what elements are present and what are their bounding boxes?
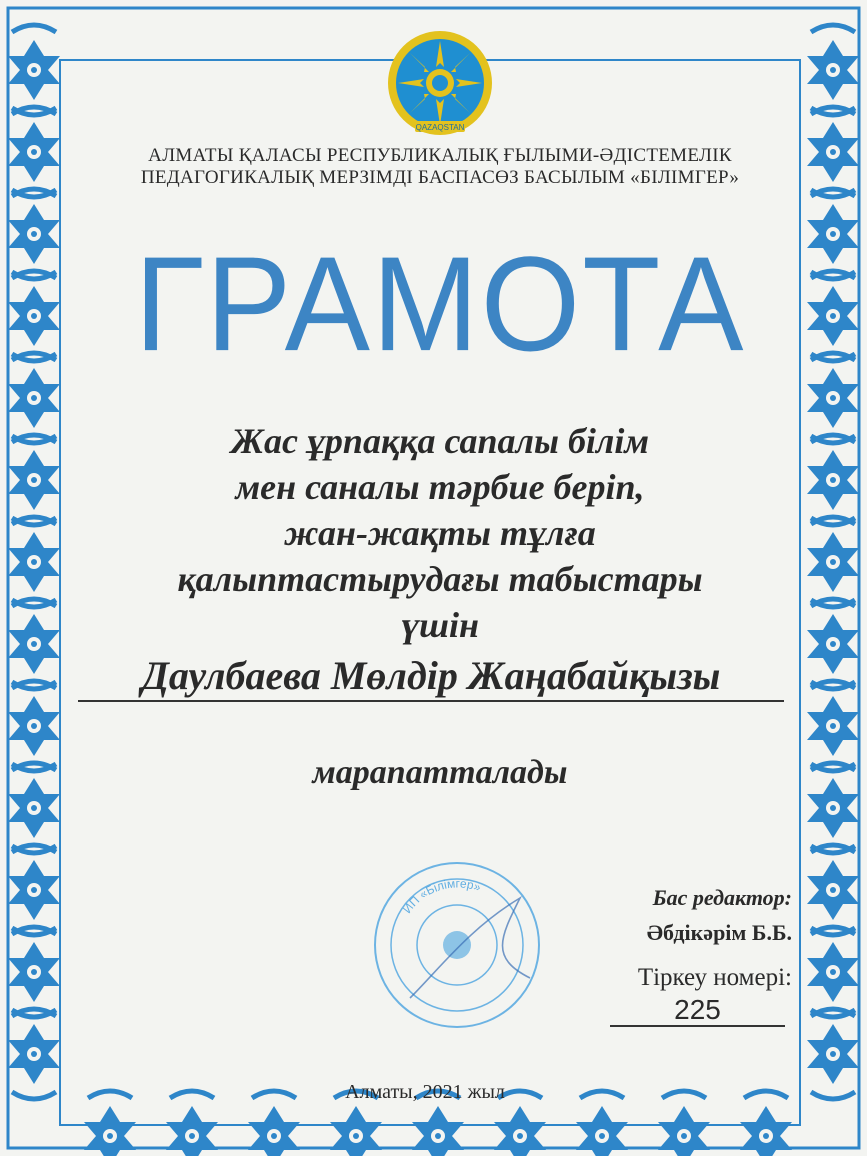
editor-name: Әбдікәрім Б.Б. (646, 920, 792, 945)
border-ornament (8, 763, 60, 853)
border-ornament (807, 845, 859, 935)
border-ornament (8, 435, 60, 525)
border-ornament (807, 599, 859, 689)
border-ornament (8, 353, 60, 443)
reason-line: жан-жақты тұлға (284, 513, 596, 553)
border-ornament (8, 107, 60, 197)
border-ornament (807, 107, 859, 197)
border-ornament (807, 271, 859, 361)
organization-line-1: АЛМАТЫ ҚАЛАСЫ РЕСПУБЛИКАЛЫҚ ҒЫЛЫМИ-ӘДІСТЕМЕЛІК (148, 145, 732, 166)
place-and-year: Алматы, 2021 жыл (345, 1081, 505, 1103)
emblem-text: QAZAQSTAN (415, 123, 465, 132)
reason-line: мен саналы тәрбие беріп, (235, 467, 645, 507)
awarded-text: марапатталады (312, 754, 568, 791)
round-seal (370, 858, 545, 1033)
border-ornament (807, 927, 859, 1017)
svg-text:ИП «Білімгер» (400, 876, 483, 915)
border-ornament (8, 271, 60, 361)
organization-header (90, 145, 790, 189)
registration-underline (610, 1025, 785, 1027)
registration-number: 225 (674, 994, 721, 1025)
recipient-name: Даулбаева Мөлдір Жаңабайқызы (141, 653, 721, 698)
certificate-title: ГРАМОТА (134, 229, 746, 380)
border-ornament (166, 1091, 218, 1156)
reason-line: қалыптастырудағы табыстары (177, 559, 703, 599)
border-ornament (8, 25, 60, 115)
border-ornament (807, 189, 859, 279)
border-ornament (8, 599, 60, 689)
border-ornament (8, 517, 60, 607)
editor-label: Бас редактор: (652, 885, 792, 910)
recipient-underline (78, 700, 784, 702)
reason-line: Жас ұрпаққа сапалы білім (230, 421, 650, 461)
reason-line: үшін (401, 605, 479, 645)
border-ornament (807, 435, 859, 525)
border-ornament (84, 1091, 136, 1156)
border-ornament (8, 189, 60, 279)
border-ornament (8, 845, 60, 935)
border-ornament (807, 1009, 859, 1099)
border-ornament (807, 517, 859, 607)
border-ornament (8, 681, 60, 771)
border-ornament (8, 1009, 60, 1099)
border-ornament (807, 25, 859, 115)
border-ornament (807, 681, 859, 771)
state-emblem (385, 27, 495, 139)
registration-label: Тіркеу номері: (637, 964, 792, 991)
seal-text: ИП «Білімгер» (399, 876, 483, 916)
border-ornament (807, 353, 859, 443)
award-reason (90, 418, 790, 648)
border-ornament (658, 1091, 710, 1156)
border-ornament (807, 763, 859, 853)
organization-line-2: ПЕДАГОГИКАЛЫҚ МЕРЗІМДІ БАСПАСӨЗ БАСЫЛЫМ «БІЛІМГЕР» (140, 167, 740, 188)
border-ornament (740, 1091, 792, 1156)
border-ornament (8, 927, 60, 1017)
